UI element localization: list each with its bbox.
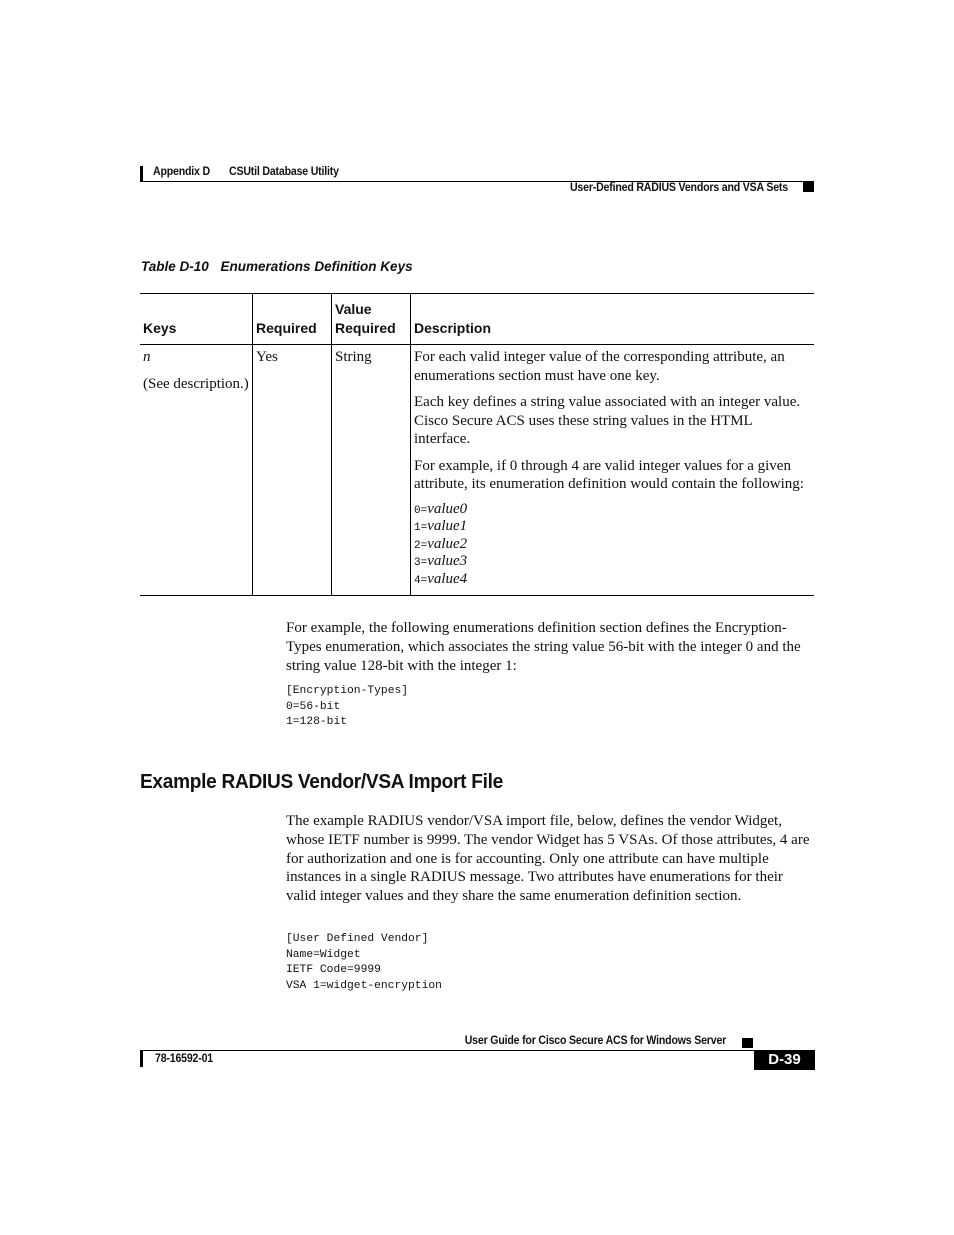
header-left-bar bbox=[140, 166, 143, 182]
enum-line bbox=[414, 502, 811, 520]
cell-value-required: String bbox=[332, 345, 411, 596]
enum-value: value1 bbox=[427, 518, 468, 534]
enum-prefix: 4= bbox=[414, 574, 428, 587]
table-row bbox=[140, 345, 814, 596]
code-line: Name=Widget bbox=[286, 948, 361, 961]
description-paragraph-3: For example, if 0 through 4 are valid integer values for a given attribute, its enumeration definition would contain the following: bbox=[414, 457, 804, 492]
enum-value: value2 bbox=[427, 535, 468, 552]
description-paragraph-1: For each valid integer value of the corresponding attribute, an enumerations section must have one key. bbox=[414, 349, 785, 384]
enum-value: value0 bbox=[427, 500, 468, 517]
header-marker-square bbox=[803, 182, 814, 192]
column-header-value-line1: Value bbox=[335, 301, 372, 317]
code-line: VSA 1=widget-encryption bbox=[286, 979, 442, 992]
enum-line bbox=[414, 572, 811, 590]
table-header-row bbox=[140, 294, 814, 345]
code-line: 1=128-bit bbox=[286, 716, 348, 728]
section-heading: Example RADIUS Vendor/VSA Import File bbox=[140, 770, 503, 793]
page-number: D-39 bbox=[754, 1050, 815, 1070]
enum-line bbox=[414, 554, 811, 572]
enum-value: value3 bbox=[427, 553, 468, 569]
enumerations-table bbox=[140, 293, 814, 596]
enum-line bbox=[414, 537, 811, 555]
column-header-required: Required bbox=[253, 294, 332, 345]
enum-prefix: 3= bbox=[414, 557, 428, 569]
enum-prefix: 0= bbox=[414, 504, 428, 517]
body-paragraph-import-file: The example RADIUS vendor/VSA import file, below, defines the vendor Widget, whose IETF number is 9999. The vendor Widget has 5 VSAs. Of those attributes, 4 are for authorization and one is for accounting. Only one attribute can have multiple instances in a single RADIUS message. Two attributes have enumerations for their valid integer values and they share the same enumeration definition section. bbox=[286, 813, 810, 905]
enum-prefix: 1= bbox=[414, 522, 428, 534]
key-name: n bbox=[143, 349, 151, 365]
code-line: IETF Code=9999 bbox=[286, 964, 381, 976]
header-section-title: User-Defined RADIUS Vendors and VSA Sets bbox=[569, 182, 788, 194]
description-paragraph-2: Each key defines a string value associated with an integer value. Cisco Secure ACS uses these string values in the HTML interface. bbox=[414, 394, 801, 447]
enumeration-example bbox=[414, 502, 811, 590]
cell-key bbox=[140, 345, 253, 596]
column-header-description: Description bbox=[411, 294, 815, 345]
footer-doc-number: 78-16592-01 bbox=[155, 1053, 213, 1065]
table-caption-title: Enumerations Definition Keys bbox=[220, 259, 413, 274]
column-header-value-required bbox=[332, 294, 411, 345]
code-line: [User Defined Vendor] bbox=[286, 933, 429, 945]
enum-line bbox=[414, 519, 811, 537]
column-header-keys: Keys bbox=[143, 320, 177, 336]
key-note: (See description.) bbox=[143, 375, 249, 392]
body-paragraph-enumeration-example: For example, the following enumerations definition section defines the Encryption-Types enumeration, which associates the string value 56-bit with the integer 0 and the string value 128-bit with the integer 1: bbox=[286, 620, 801, 674]
column-header-value-line2: Required bbox=[335, 320, 396, 336]
footer-left-bar bbox=[140, 1051, 143, 1067]
enum-prefix: 2= bbox=[414, 539, 428, 552]
code-block-vendor-file bbox=[286, 932, 442, 994]
cell-required: Yes bbox=[253, 345, 332, 596]
footer-marker-square bbox=[742, 1038, 753, 1048]
cell-description bbox=[411, 345, 815, 596]
code-block-encryption-types bbox=[286, 684, 408, 731]
table-caption bbox=[141, 259, 413, 274]
header-chapter-title: CSUtil Database Utility bbox=[229, 166, 339, 178]
enum-value: value4 bbox=[427, 570, 468, 587]
footer-rule bbox=[140, 1050, 754, 1051]
header-appendix: Appendix D bbox=[153, 166, 210, 178]
code-line: 0=56-bit bbox=[286, 700, 341, 713]
code-line: [Encryption-Types] bbox=[286, 685, 409, 697]
table-caption-number: Table D-10 bbox=[141, 259, 209, 274]
footer-book-title: User Guide for Cisco Secure ACS for Windows Server bbox=[464, 1035, 726, 1047]
